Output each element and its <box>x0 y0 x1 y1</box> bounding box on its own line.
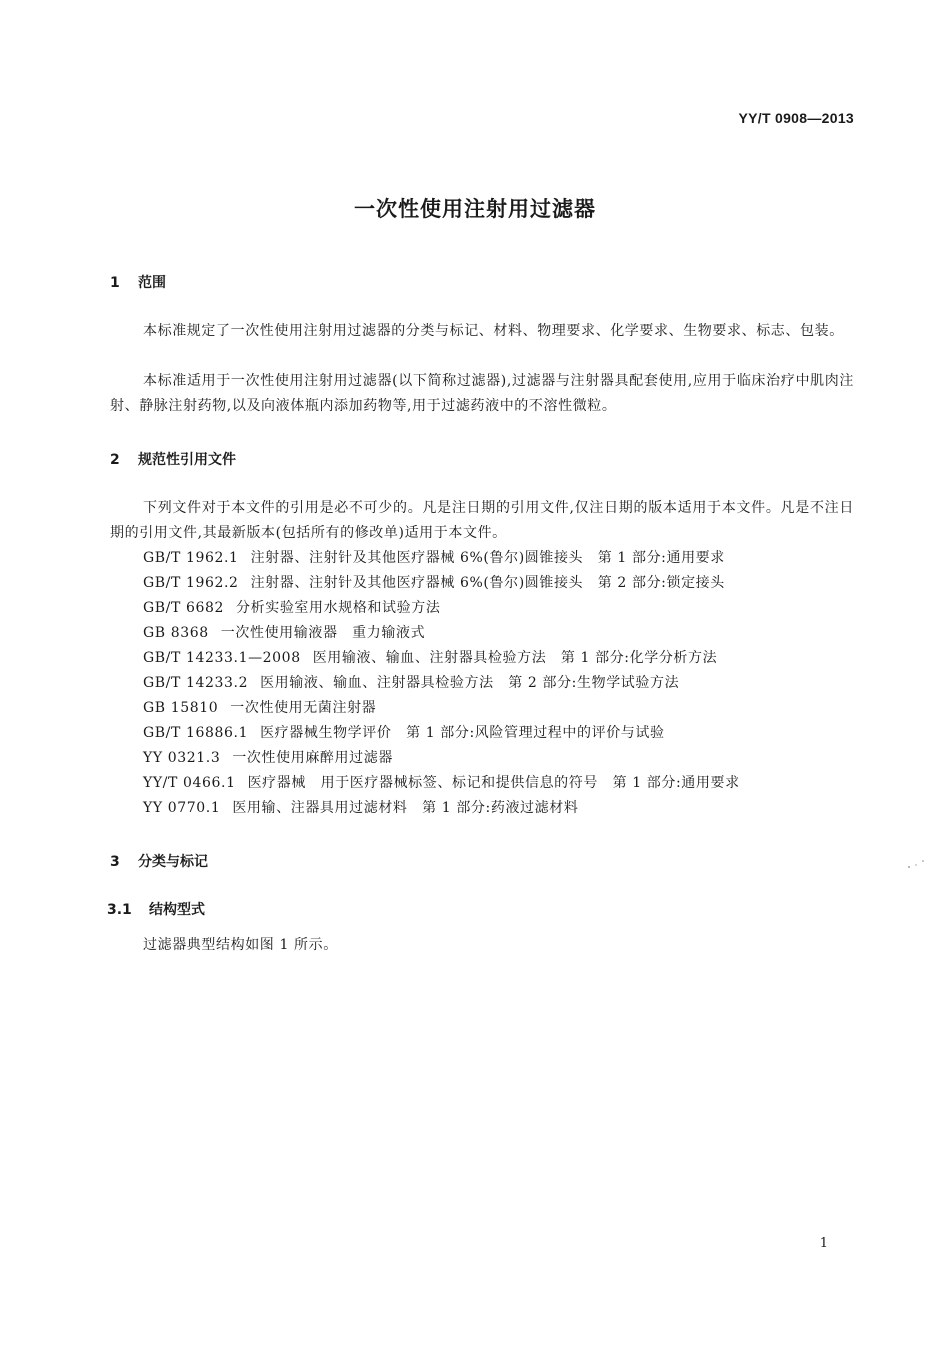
document-title: 一次性使用注射用过滤器 <box>354 197 596 221</box>
reference-item <box>143 621 740 646</box>
scan-speck-mark <box>906 858 926 870</box>
section-1-heading <box>110 272 166 292</box>
reference-code: GB/T 14233.2 <box>143 675 249 691</box>
subsection-title: 结构型式 <box>149 902 205 918</box>
reference-title: 注射器、注射针及其他医疗器械 6%(鲁尔)圆锥接头 第 2 部分:锁定接头 <box>250 575 725 591</box>
reference-title: 医疗器械 用于医疗器械标签、标记和提供信息的符号 第 1 部分:通用要求 <box>247 775 740 791</box>
section-2-intro: 下列文件对于本文件的引用是必不可少的。凡是注日期的引用文件,仅注日期的版本适用于本文件。凡是不注日期的引用文件,其最新版本(包括所有的修改单)适用于本文件。 <box>110 500 854 541</box>
reference-code: GB 8368 <box>143 625 209 641</box>
reference-code: GB/T 6682 <box>143 600 225 616</box>
section-title: 分类与标记 <box>138 854 208 870</box>
reference-code: YY 0321.3 <box>143 750 221 766</box>
reference-item <box>143 696 740 721</box>
reference-title: 医用输、注器具用过滤材料 第 1 部分:药液过滤材料 <box>232 800 579 816</box>
section-1-paragraph-2: 本标准适用于一次性使用注射用过滤器(以下简称过滤器),过滤器与注射器具配套使用,应用于临床治疗中肌肉注射、静脉注射药物,以及向液体瓶内添加药物等,用于过滤药液中的不溶性微粒。 <box>110 373 854 414</box>
section-number: 3 <box>110 854 120 870</box>
page-number: 1 <box>819 1236 828 1251</box>
reference-code: YY 0770.1 <box>143 800 221 816</box>
reference-title: 医用输液、输血、注射器具检验方法 第 1 部分:化学分析方法 <box>312 650 718 666</box>
reference-item <box>143 646 740 671</box>
reference-title: 分析实验室用水规格和试验方法 <box>236 600 441 616</box>
section-2-heading <box>110 449 236 469</box>
reference-code: GB/T 14233.1—2008 <box>143 650 301 666</box>
subsection-3-1-heading <box>107 899 205 919</box>
standard-code: YY/T 0908—2013 <box>738 110 854 126</box>
reference-title: 医疗器械生物学评价 第 1 部分:风险管理过程中的评价与试验 <box>260 725 665 741</box>
section-number: 1 <box>110 275 120 291</box>
reference-title: 一次性使用输液器 重力输液式 <box>220 625 426 641</box>
reference-item <box>143 796 740 821</box>
section-3-heading <box>110 851 208 871</box>
reference-item <box>143 546 740 571</box>
section-title: 范围 <box>138 275 166 291</box>
reference-item <box>143 596 740 621</box>
subsection-number: 3.1 <box>107 902 132 918</box>
section-1-paragraph-1: 本标准规定了一次性使用注射用过滤器的分类与标记、材料、物理要求、化学要求、生物要求、标志、包装。 <box>143 323 844 339</box>
reference-list <box>143 546 740 821</box>
reference-item <box>143 721 740 746</box>
reference-code: GB/T 1962.1 <box>143 550 239 566</box>
reference-title: 注射器、注射针及其他医疗器械 6%(鲁尔)圆锥接头 第 1 部分:通用要求 <box>250 550 725 566</box>
section-number: 2 <box>110 452 120 468</box>
subsection-3-1-text: 过滤器典型结构如图 1 所示。 <box>143 937 338 953</box>
reference-item <box>143 571 740 596</box>
reference-title: 医用输液、输血、注射器具检验方法 第 2 部分:生物学试验方法 <box>260 675 680 691</box>
reference-code: GB/T 16886.1 <box>143 725 249 741</box>
reference-title: 一次性使用无菌注射器 <box>230 700 377 716</box>
reference-item <box>143 671 740 696</box>
reference-code: GB 15810 <box>143 700 219 716</box>
reference-item <box>143 746 740 771</box>
reference-item <box>143 771 740 796</box>
reference-code: GB/T 1962.2 <box>143 575 239 591</box>
section-title: 规范性引用文件 <box>138 452 236 468</box>
reference-code: YY/T 0466.1 <box>143 775 236 791</box>
reference-title: 一次性使用麻醉用过滤器 <box>232 750 393 766</box>
